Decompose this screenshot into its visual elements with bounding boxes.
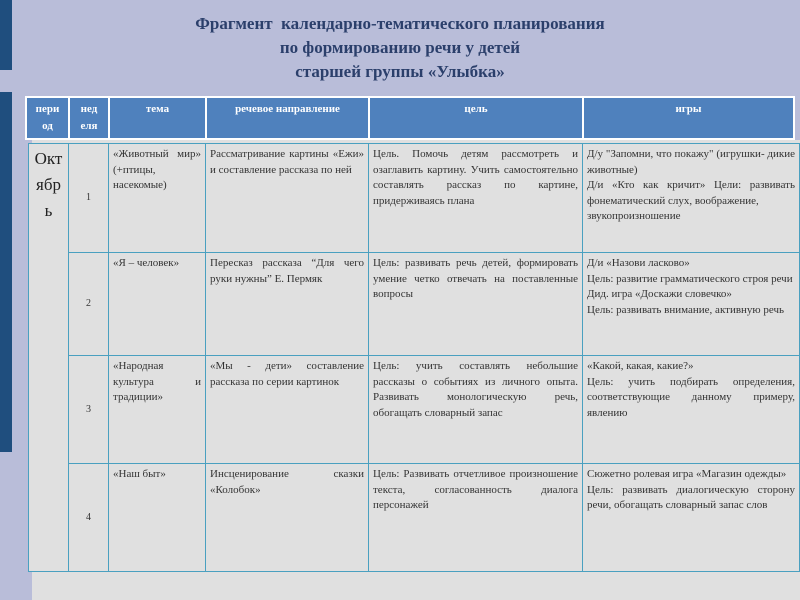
theme-cell: «Я – человек»: [109, 253, 206, 356]
goal-cell: Цель: развивать речь детей, формировать умение четко отвечать на поставленные вопросы: [369, 253, 583, 356]
game-line: Д/и «Назови ласково»: [587, 257, 690, 269]
header-period: пери од: [26, 97, 69, 139]
header-week: нед еля: [69, 97, 109, 139]
week-cell: 2: [69, 253, 109, 356]
game-line: Д/у "Запомни, что покажу" (игрушки- дикие животные): [587, 148, 795, 176]
goal-cell: Цель: Развивать отчетливое произношение текста, согласованность диалога персонажей: [369, 464, 583, 572]
title-line: старшей группы «Улыбка»: [295, 62, 505, 81]
game-line: Цель: развивать внимание, активную речь: [587, 303, 785, 316]
theme-cell: «Наш быт»: [109, 464, 206, 572]
games-cell: [583, 144, 800, 253]
week-cell: 1: [69, 144, 109, 253]
decor-bar: [0, 92, 12, 452]
game-line: Цель: учить подбирать определения, соответствующие данному примеру, явлению: [587, 375, 795, 419]
plan-table: [28, 143, 800, 572]
game-line: Д/и «Кто как кричит» Цели: развивать фонематический слух, воображение,: [587, 179, 795, 207]
header-goal: цель: [369, 97, 583, 139]
games-cell: [583, 464, 800, 572]
game-line: Цель: развивать диалогическую сторону речи, обогащать словарный запас слов: [587, 483, 795, 512]
speech-cell: Пересказ рассказа “Для чего руки нужны” Е. Пермяк: [206, 253, 369, 356]
table-row: [29, 253, 800, 356]
game-line: Сюжетно ролевая игра «Магазин одежды»: [587, 468, 787, 480]
games-cell: [583, 253, 800, 356]
speech-cell: Рассматривание картины «Ежи» и составление рассказа по ней: [206, 144, 369, 253]
game-line: «Какой, какая, какие?»: [587, 360, 694, 372]
goal-cell: Цель: учить составлять небольшие рассказы о событиях из личного опыта. Развивать монологическую речь, обогащать словарный запас: [369, 356, 583, 464]
table-row: [29, 356, 800, 464]
game-line: звукопроизношение: [587, 210, 681, 223]
week-cell: 3: [69, 356, 109, 464]
theme-cell: «Народная культура и традиции»: [109, 356, 206, 464]
goal-cell: Цель. Помочь детям рассмотреть и озаглавить картину. Учить самостоятельно составлять рассказ по картине, придерживаясь плана: [369, 144, 583, 253]
game-line: Цель: развитие грамматического строя речи: [587, 272, 793, 285]
speech-cell: Инсценирование сказки «Колобок»: [206, 464, 369, 572]
header-speech: речевое направление: [206, 97, 369, 139]
table-header: [25, 96, 795, 140]
period-cell: Окт ябр ь: [29, 144, 69, 572]
header-games: игры: [583, 97, 794, 139]
games-cell: [583, 356, 800, 464]
title-line: по формированию речи у детей: [279, 38, 521, 57]
game-line: Дид. игра «Доскажи словечко»: [587, 288, 732, 301]
title-line: Фрагмент календарно-тематического планирования: [195, 14, 605, 33]
table-row: [29, 464, 800, 572]
page-title: [0, 12, 800, 84]
theme-cell: «Животный мир» (+птицы, насекомые): [109, 144, 206, 253]
header-theme: тема: [109, 97, 206, 139]
table-row: [29, 144, 800, 253]
speech-cell: «Мы - дети» составление рассказа по серии картинок: [206, 356, 369, 464]
week-cell: 4: [69, 464, 109, 572]
